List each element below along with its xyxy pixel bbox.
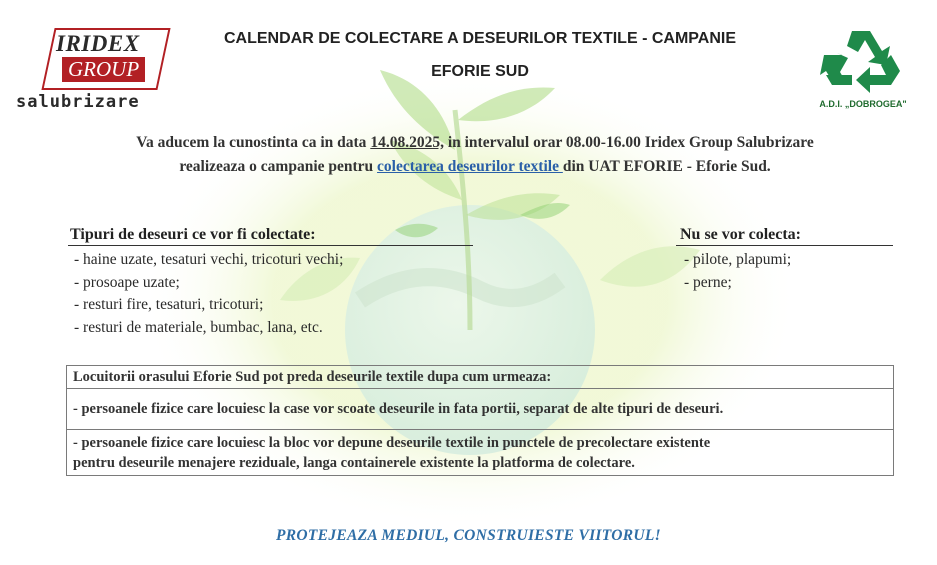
list-item: - prosoape uzate; [74,273,180,291]
instructions-row-blocks-line1: - persoanele fizice care locuiesc la bloc vor depune deseurile textile in punctele de precolectare existente [73,435,711,451]
not-collected-heading-rule [676,245,893,246]
instructions-table [66,365,894,476]
intro-text-3: realizeaza o campanie pentru [179,158,378,175]
logo-text-iridex: IRIDEX [56,31,140,56]
adi-dobrogea-logo [790,25,930,120]
logo-text-group: GROUP [62,57,145,82]
collected-heading: Tipuri de deseuri ce vor fi colectate: [70,226,316,243]
textile-collection-link[interactable]: colectarea deseurilor textile [377,158,563,175]
intro-text-4: din UAT EFORIE - Eforie Sud. [562,158,771,175]
instructions-row-blocks-line2: pentru deseurile menajere reziduale, langa containerele existente la platforma de colectare. [73,455,635,471]
instructions-heading: Locuitorii orasului Eforie Sud pot preda deseurile textile dupa cum urmeaza: [73,369,552,385]
intro-text-1: Va aducem la cunostinta ca in data [136,134,371,151]
not-collected-list [684,249,791,294]
list-item: - haine uzate, tesaturi vechi, tricoturi vechi; [74,251,344,268]
list-item: - resturi fire, tesaturi, tricoturi; [74,296,264,313]
not-collected-heading: Nu se vor colecta: [680,226,801,243]
page-title-line2: EFORIE SUD [431,63,529,80]
collected-heading-rule [68,245,473,246]
list-item: - resturi de materiale, bumbac, lana, etc. [74,318,323,336]
list-item: - pilote, plapumi; [684,251,792,268]
collected-list [74,249,343,339]
instructions-row-blocks [67,429,893,475]
recycle-icon [790,25,930,97]
iridex-group-logo [18,22,178,122]
slogan: PROTEJEAZA MEDIUL, CONSTRUIESTE VIITORUL! [276,527,661,544]
intro-paragraph [60,131,890,179]
campaign-date: 14.08.2025, [370,134,444,151]
logo-caption: A.D.I. „DOBROGEA" [819,99,907,109]
page-title-line1: CALENDAR DE COLECTARE A DESEURILOR TEXTILE - CAMPANIE [223,30,736,47]
intro-text-2: in intervalul orar 08.00-16.00 Iridex Group Salubrizare [443,134,814,151]
instructions-row-houses: - persoanele fizice care locuiesc la case vor scoate deseurile in fata portii, separat de alte tipuri de deseuri. [67,388,893,429]
logo-subtitle: salubrizare [16,92,140,112]
list-item: - perne; [684,273,732,291]
